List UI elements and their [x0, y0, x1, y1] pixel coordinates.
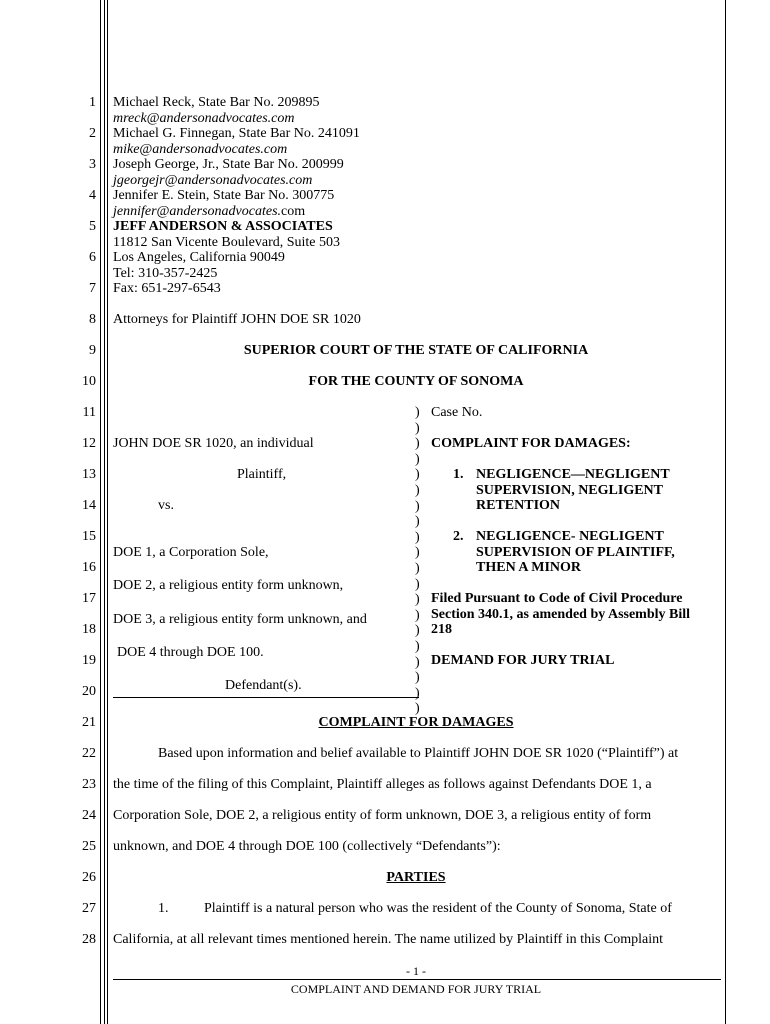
line-number: 25 — [82, 839, 96, 854]
attorney-name: Joseph George, Jr., State Bar No. 200999 — [113, 157, 344, 172]
defendant-2: DOE 2, a religious entity form unknown, — [113, 578, 344, 593]
complaint-title: COMPLAINT FOR DAMAGES: — [431, 436, 631, 451]
line-number: 26 — [82, 870, 96, 885]
attorneys-for: Attorneys for Plaintiff JOHN DOE SR 1020 — [113, 312, 361, 327]
attorney-email-italic: jennifer@andersonadvocates. — [113, 204, 282, 219]
line-number: 20 — [82, 684, 96, 699]
cause-line: THEN A MINOR — [476, 560, 582, 575]
intro-line: the time of the filing of this Complaint, Plaintiff alleges as follows against Defendants DOE 1, a — [113, 777, 652, 792]
court-name: SUPERIOR COURT OF THE STATE OF CALIFORNIA — [243, 343, 589, 358]
footer-rule — [113, 979, 721, 980]
plaintiff-role: Plaintiff, — [237, 467, 287, 482]
cause-line: SUPERVISION, NEGLIGENT — [476, 483, 663, 498]
cause-number: 1. — [453, 467, 464, 482]
line-number: 1 — [89, 95, 96, 110]
cause-line: NEGLIGENCE- NEGLIGENT — [476, 529, 664, 544]
line-number: 18 — [82, 622, 96, 637]
intro-line: unknown, and DOE 4 through DOE 100 (collectively “Defendants”): — [113, 839, 501, 854]
line-number: 27 — [82, 901, 96, 916]
paragraph-number: 1. — [158, 901, 169, 916]
line-number: 15 — [82, 529, 96, 544]
plaintiff-name: JOHN DOE SR 1020, an individual — [113, 436, 314, 451]
cause-number: 2. — [453, 529, 464, 544]
attorney-email: mreck@andersonadvocates.com — [113, 111, 295, 126]
versus: vs. — [158, 498, 174, 513]
defendant-4: DOE 4 through DOE 100. — [117, 645, 264, 660]
body-heading: COMPLAINT FOR DAMAGES — [318, 715, 514, 730]
caption-underline — [113, 697, 419, 698]
line-number: 8 — [89, 312, 96, 327]
attorney-email-tail: com — [281, 204, 306, 219]
line-number: 14 — [82, 498, 96, 513]
attorney-email: mike@andersonadvocates.com — [113, 142, 288, 157]
right-margin-rule — [725, 0, 726, 1024]
defendant-3: DOE 3, a religious entity form unknown, and — [113, 612, 367, 627]
intro-line: Corporation Sole, DOE 2, a religious entity of form unknown, DOE 3, a religious entity of form — [113, 808, 652, 823]
page-number: - 1 - — [406, 964, 426, 978]
firm-name: JEFF ANDERSON & ASSOCIATES — [113, 219, 333, 234]
caption-parenthesis-column: ) ) ) ) ) ) ) ) ) ) ) ) ) ) ) ) ) ) ) ) — [415, 405, 420, 717]
filed-pursuant-line: Filed Pursuant to Code of Civil Procedure — [431, 591, 683, 606]
attorney-email: jgeorgejr@andersonadvocates.com — [113, 173, 313, 188]
attorney-name: Michael G. Finnegan, State Bar No. 241091 — [113, 126, 360, 141]
line-number: 9 — [89, 343, 96, 358]
firm-telephone: Tel: 310-357-2425 — [113, 266, 218, 281]
parties-heading: PARTIES — [386, 870, 446, 885]
line-number: 13 — [82, 467, 96, 482]
left-margin-rule-inner — [104, 0, 105, 1024]
court-county: FOR THE COUNTY OF SONOMA — [308, 374, 524, 389]
jury-demand: DEMAND FOR JURY TRIAL — [431, 653, 615, 668]
line-number: 5 — [89, 219, 96, 234]
line-number: 7 — [89, 281, 96, 296]
attorney-name: Jennifer E. Stein, State Bar No. 300775 — [113, 188, 335, 203]
line-number: 16 — [82, 560, 96, 575]
case-number-label: Case No. — [431, 405, 483, 420]
line-number: 23 — [82, 777, 96, 792]
cause-line: RETENTION — [476, 498, 561, 513]
cause-line: NEGLIGENCE—NEGLIGENT — [476, 467, 670, 482]
filed-pursuant-line: 218 — [431, 622, 452, 637]
paragraph-line: California, at all relevant times mentioned herein. The name utilized by Plaintiff in this Complaint — [113, 932, 664, 947]
line-number: 6 — [89, 250, 96, 265]
firm-address-line1: 11812 San Vicente Boulevard, Suite 503 — [113, 235, 341, 250]
line-number: 24 — [82, 808, 96, 823]
paragraph-line: Plaintiff is a natural person who was the resident of the County of Sonoma, State of — [204, 901, 672, 916]
line-number: 12 — [82, 436, 96, 451]
firm-address-line2: Los Angeles, California 90049 — [113, 250, 285, 265]
line-number: 3 — [89, 157, 96, 172]
firm-fax: Fax: 651-297-6543 — [113, 281, 221, 296]
intro-line: Based upon information and belief available to Plaintiff JOHN DOE SR 1020 (“Plaintiff”) at — [158, 746, 679, 761]
cause-line: SUPERVISION OF PLAINTIFF, — [476, 545, 675, 560]
line-number: 19 — [82, 653, 96, 668]
footer-title: COMPLAINT AND DEMAND FOR JURY TRIAL — [290, 982, 542, 996]
left-margin-rule-third — [107, 0, 108, 1024]
defendant-1: DOE 1, a Corporation Sole, — [113, 545, 269, 560]
attorney-name: Michael Reck, State Bar No. 209895 — [113, 95, 320, 110]
line-number: 21 — [82, 715, 96, 730]
line-number: 2 — [89, 126, 96, 141]
attorney-email — [113, 204, 305, 220]
line-number: 10 — [82, 374, 96, 389]
line-number: 11 — [82, 405, 96, 420]
defendant-role: Defendant(s). — [225, 678, 302, 693]
line-number: 22 — [82, 746, 96, 761]
left-margin-rule-outer — [100, 0, 101, 1024]
line-number: 17 — [82, 591, 96, 606]
line-number: 28 — [82, 932, 96, 947]
line-number: 4 — [89, 188, 96, 203]
filed-pursuant-line: Section 340.1, as amended by Assembly Bill — [431, 607, 691, 622]
